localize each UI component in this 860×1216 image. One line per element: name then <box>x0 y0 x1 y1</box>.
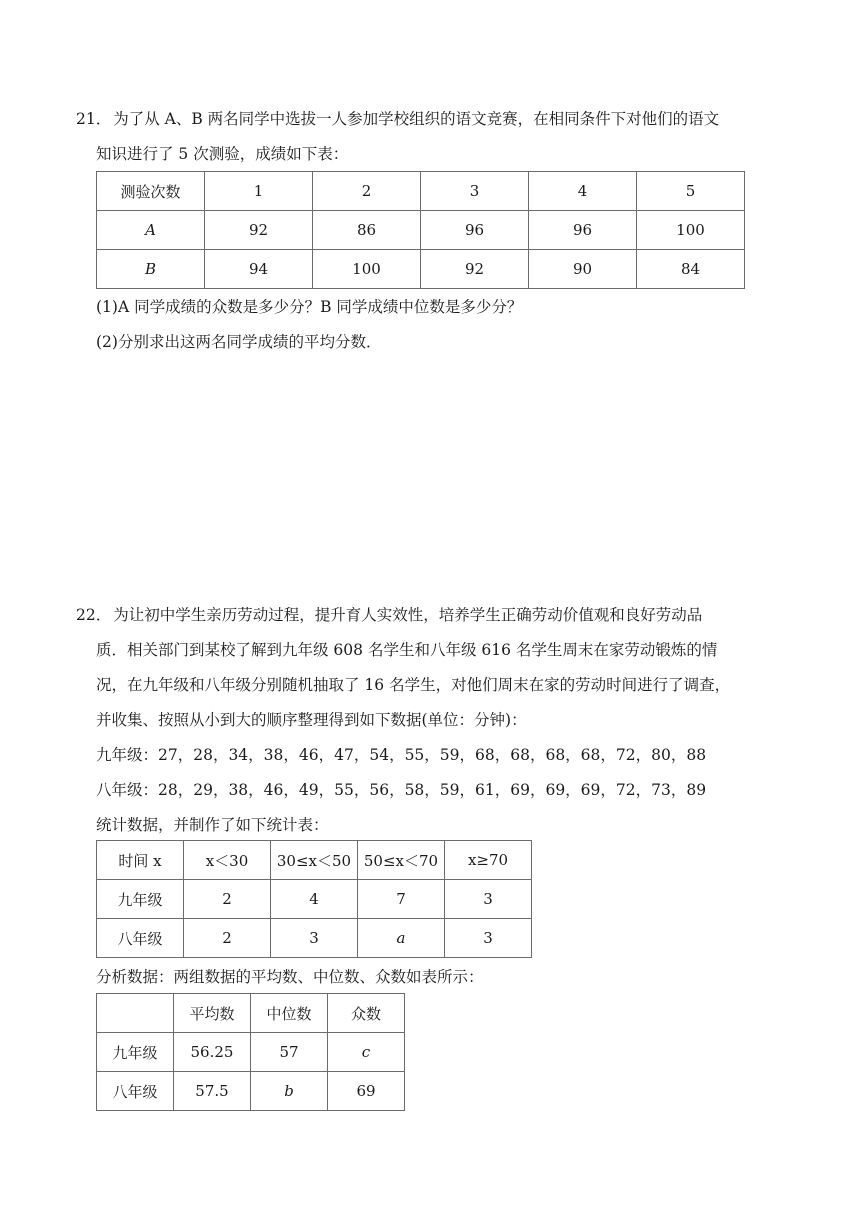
frequency-header-cell: 时间 x <box>97 841 184 880</box>
question-21-subquestions <box>76 292 786 357</box>
score-cell: 90 <box>529 250 637 289</box>
frequency-cell: 7 <box>358 880 445 919</box>
frequency-header-cell: 30≤x＜50 <box>271 841 358 880</box>
statistics-table <box>96 993 405 1111</box>
grade-9-data: 九年级：27，28，34，38，46，47，54，55，59，68，68，68，68，72，80，88 <box>96 746 707 764</box>
frequency-table <box>96 840 532 958</box>
question-22-line-2: 质．相关部门到某校了解到九年级 608 名学生和八年级 616 名学生周末在家劳动锻炼的情 <box>96 641 718 659</box>
analysis-intro-block <box>76 962 786 992</box>
score-table-row <box>97 211 745 250</box>
score-cell: 92 <box>205 211 313 250</box>
score-row-label: A <box>97 211 205 250</box>
question-22-line-3: 况，在九年级和八年级分别随机抽取了 16 名学生，对他们周末在家的劳动时间进行了调查， <box>96 676 731 694</box>
question-22-number: 22． <box>76 606 112 624</box>
score-cell: 92 <box>421 250 529 289</box>
question-21-line-2: 知识进行了 5 次测验，成绩如下表： <box>96 145 349 163</box>
score-table <box>96 171 745 289</box>
statistics-table-row <box>97 1072 405 1111</box>
score-header-cell: 1 <box>205 172 313 211</box>
question-22-line-4: 并收集、按照从小到大的顺序整理得到如下数据(单位：分钟)： <box>96 711 527 729</box>
frequency-cell: 3 <box>271 919 358 958</box>
score-cell: 96 <box>421 211 529 250</box>
score-header-cell: 3 <box>421 172 529 211</box>
frequency-row-label: 八年级 <box>97 919 184 958</box>
score-cell: 100 <box>637 211 745 250</box>
score-header-cell: 测验次数 <box>97 172 205 211</box>
stat-intro: 统计数据，并制作了如下统计表： <box>96 816 329 834</box>
score-row-label: B <box>97 250 205 289</box>
frequency-row-label: 九年级 <box>97 880 184 919</box>
question-22-line-1: 22． 为让初中学生亲历劳动过程，提升育人实效性，培养学生正确劳动价值观和良好劳动品 <box>76 606 703 624</box>
score-cell: 94 <box>205 250 313 289</box>
grade-8-data: 八年级：28，29，38，46，49，55，56，58，59，61，69，69，69，72，73，89 <box>96 781 707 799</box>
frequency-table-header <box>97 841 532 880</box>
score-cell: 86 <box>313 211 421 250</box>
question-21 <box>76 102 786 172</box>
statistics-header-cell: 众数 <box>328 994 405 1033</box>
score-header-cell: 5 <box>637 172 745 211</box>
question-21-sub-1: (1)A 同学成绩的众数是多少分？B 同学成绩中位数是多少分？ <box>96 298 523 316</box>
statistics-cell: 57.5 <box>174 1072 251 1111</box>
score-table-row <box>97 250 745 289</box>
statistics-row-label: 九年级 <box>97 1033 174 1072</box>
statistics-header-cell: 平均数 <box>174 994 251 1033</box>
score-header-cell: 4 <box>529 172 637 211</box>
frequency-cell: 2 <box>184 919 271 958</box>
question-21-number: 21． <box>76 110 112 128</box>
statistics-cell-unknown-c: c <box>328 1033 405 1072</box>
analysis-intro: 分析数据：两组数据的平均数、中位数、众数如表所示： <box>96 968 484 986</box>
question-22 <box>76 598 786 843</box>
frequency-table-row <box>97 919 532 958</box>
frequency-header-cell: x＜30 <box>184 841 271 880</box>
statistics-row-label: 八年级 <box>97 1072 174 1111</box>
frequency-cell: 4 <box>271 880 358 919</box>
frequency-header-cell: 50≤x＜70 <box>358 841 445 880</box>
question-21-sub-2: (2)分别求出这两名同学成绩的平均分数． <box>96 333 382 351</box>
score-table-header <box>97 172 745 211</box>
statistics-table-row <box>97 1033 405 1072</box>
frequency-cell-unknown-a: a <box>358 919 445 958</box>
statistics-cell-unknown-b: b <box>251 1072 328 1111</box>
statistics-header-cell <box>97 994 174 1033</box>
frequency-cell: 3 <box>445 919 532 958</box>
score-cell: 84 <box>637 250 745 289</box>
frequency-header-cell: x≥70 <box>445 841 532 880</box>
frequency-cell: 3 <box>445 880 532 919</box>
frequency-table-row <box>97 880 532 919</box>
frequency-cell: 2 <box>184 880 271 919</box>
statistics-table-header <box>97 994 405 1033</box>
statistics-cell: 57 <box>251 1033 328 1072</box>
statistics-cell: 56.25 <box>174 1033 251 1072</box>
statistics-header-cell: 中位数 <box>251 994 328 1033</box>
statistics-cell: 69 <box>328 1072 405 1111</box>
score-cell: 96 <box>529 211 637 250</box>
question-21-line-1: 21． 为了从 A、B 两名同学中选拔一人参加学校组织的语文竞赛，在相同条件下对他们的语文 <box>76 110 720 128</box>
score-cell: 100 <box>313 250 421 289</box>
score-header-cell: 2 <box>313 172 421 211</box>
